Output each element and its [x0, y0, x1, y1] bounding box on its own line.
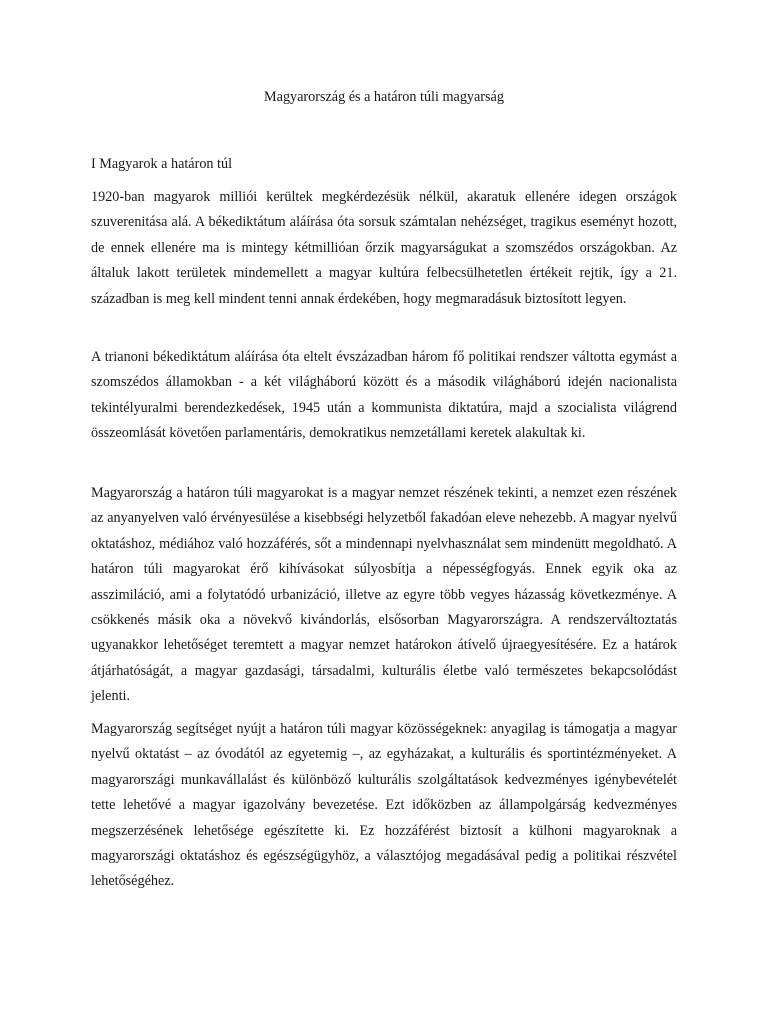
section-heading: I Magyarok a határon túl [91, 156, 233, 172]
paragraph: 1920-ban magyarok milliói kerültek megkérdezésük nélkül, akaratuk ellenére idegen országok szuverenitása alá. A békediktátum aláírása óta sorsuk számtalan nehézséget, tragikus eseményt hozott, de ennek ellenére ma is mintegy kétmillióan őrzik magyarságukat a szomszédos országokban. Az általuk lakott területek mindemellett a magyar kultúra felbecsülhetetlen értékeit rejtik, így a 21. században is meg kell mindent tenni annak érdekében, hogy megmaradásuk biztosított legyen. [91, 189, 677, 307]
paragraph: Magyarország a határon túli magyarokat is a magyar nemzet részének tekinti, a nemzet ezen részének az anyanyelven való érvényesülése a kisebbségi helyzetből fakadóan eleve nehezebb. A magyar nyelvű oktatáshoz, médiához való hozzáférés, sőt a mindennapi nyelvhasználat sem mindenütt megoldható. A határon túli magyarokat érő kihívásokat súlyosbítja a népességfogyás. Ennek egyik oka az asszimiláció, ami a folytatódó urbanizáció, illetve az egyre több vegyes házasság következménye. A csökkenés másik oka a növekvő kivándorlás, elsősorban Magyarországra. A rendszerváltoztatás ugyanakkor lehetőséget teremtett a magyar nemzet határokon átívelő újraegyesítésére. Ez a határok átjárhatóságát, a magyar gazdasági, társadalmi, kulturális életbe való természetes bekapcsolódást jelenti. [91, 485, 677, 705]
paragraph: Magyarország segítséget nyújt a határon túli magyar közösségeknek: anyagilag is támogatja a magyar nyelvű oktatást – az óvodától az egyetemig –, az egyházakat, a kulturális és sportintézményeket. A magyarországi munkavállalást és különböző kulturális szolgáltatások kedvezményes igénybevételét tette lehetővé a magyar igazolvány bevezetése. Ezt időközben az állampolgárság kedvezményes megszerzésének lehetősége egészítette ki. Ez hozzáférést biztosít a külhoni magyaroknak a magyarországi oktatáshoz és egészségügyhöz, a választójog megadásával pedig a politikai részvétel lehetőségéhez. [91, 721, 677, 890]
paragraph: A trianoni békediktátum aláírása óta eltelt évszázadban három fő politikai rendszer váltotta egymást a szomszédos államokban - a két világháború között és a második világháború idején nacionalista tekintélyuralmi berendezkedések, 1945 után a kommunista diktatúra, majd a szocialista világrend összeomlását követően parlamentáris, demokratikus nemzetállami keretek alakultak ki. [91, 349, 677, 442]
document-title: Magyarország és a határon túli magyarság [264, 89, 504, 105]
